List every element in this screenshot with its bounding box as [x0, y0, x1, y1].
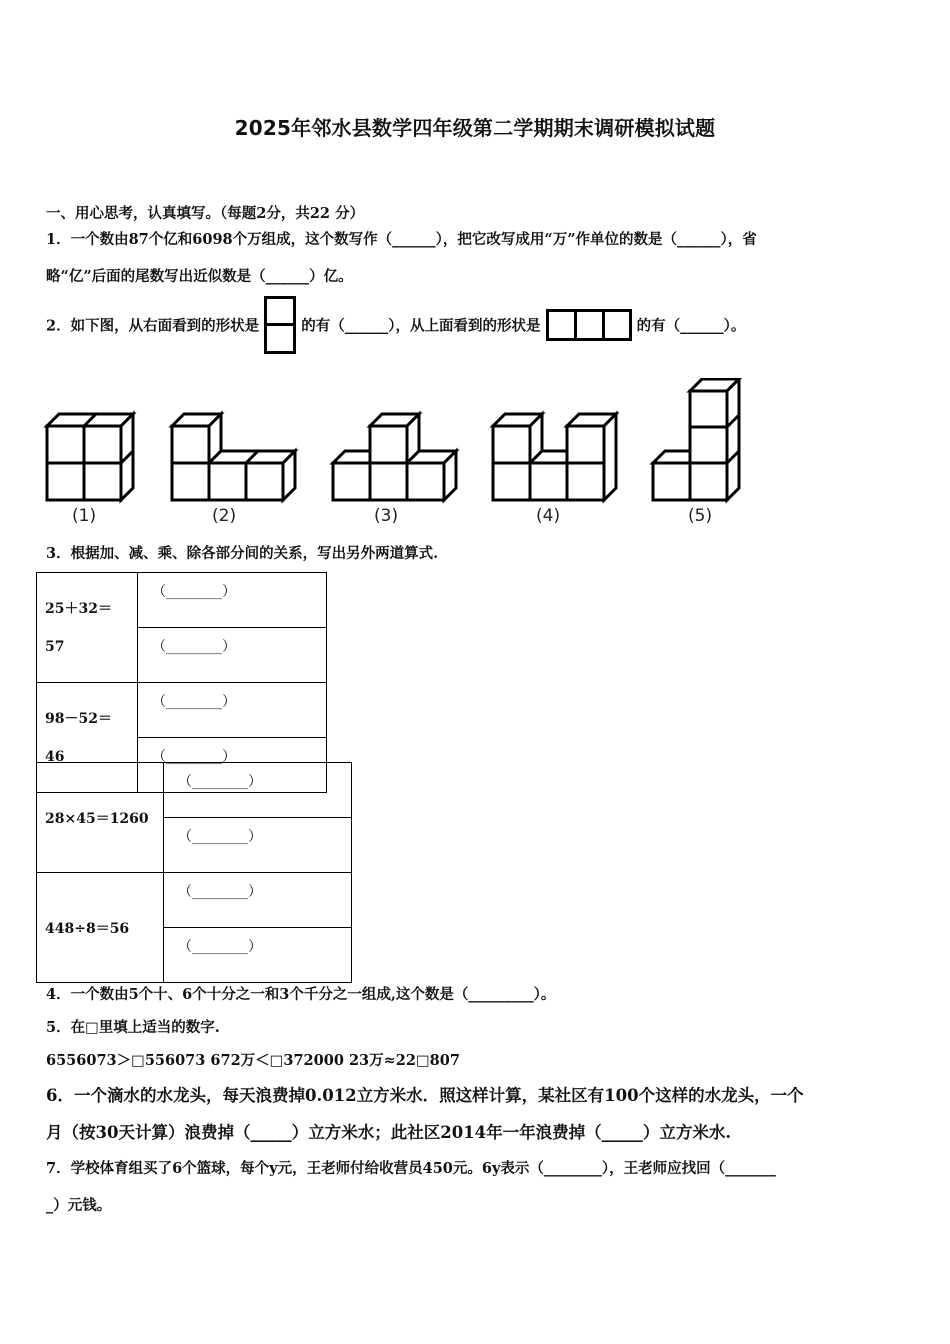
cube-figures [42, 378, 752, 528]
question-3: 3．根据加、减、乘、除各部分间的关系，写出另外两道算式. [46, 545, 439, 562]
question-5: 5．在□里填上适当的数字. [46, 1019, 220, 1036]
cube-figure-2 [167, 378, 299, 504]
answer-blank[interactable]: （________） [138, 573, 327, 628]
question-6-line-1: 6．一个滴水的水龙头，每天浪费掉0.012立方米水．照这样计算，某社区有100个这样的水龙头，一个 [46, 1086, 804, 1105]
cube-figure-5 [648, 378, 744, 504]
cube-figure-3 [328, 378, 460, 504]
equation-cell: 28×45＝1260 [37, 763, 164, 873]
question-5-items: 6556073＞□556073 672万＜□372000 23万≈22□807 [46, 1052, 460, 1069]
answer-blank[interactable]: （________） [164, 873, 352, 928]
figure-label-5: (5) [688, 506, 713, 526]
question-7-line-2: _）元钱。 [46, 1197, 112, 1214]
equation-cell: 98－52＝ 46 [37, 683, 138, 793]
answer-blank[interactable]: （________） [138, 628, 327, 683]
right-view-shape [264, 296, 296, 354]
page-title: 2025年邻水县数学四年级第二学期期末调研模拟试题 [234, 116, 716, 140]
figure-label-4: (4) [536, 506, 561, 526]
equation-cell: 25＋32＝ 57 [37, 573, 138, 683]
cube-figure-1 [42, 378, 138, 504]
question-7-line-1: 7．学校体育组买了6个篮球，每个y元，王老师付给收营员450元。6y表示（________），王老师应找回（_______ [46, 1160, 776, 1177]
question-2-part-3: 的有（______）。 [636, 317, 746, 335]
figure-label-2: (2) [212, 506, 237, 526]
answer-blank[interactable]: （________） [164, 818, 352, 873]
cube-figure-4 [488, 378, 620, 504]
question-1-line-1: 1．一个数由87个亿和6098个万组成，这个数写作（______），把它改写成用“万”作单位的数是（______），省 [46, 231, 757, 248]
question-2-part-2: 的有（______），从上面看到的形状是 [301, 317, 541, 335]
question-2-part-1: 2．如下图，从右面看到的形状是 [46, 317, 260, 335]
question-1-line-2: 略“亿”后面的尾数写出近似数是（______）亿。 [46, 268, 353, 285]
answer-blank[interactable]: （________） [138, 738, 327, 793]
operations-table-1 [36, 572, 327, 793]
question-2 [46, 296, 745, 354]
figure-label-1: (1) [72, 506, 97, 526]
equation-cell: 448÷8＝56 [37, 873, 164, 983]
question-4: 4．一个数由5个十、6个十分之一和3个千分之一组成,这个数是（_________）。 [46, 986, 556, 1003]
answer-blank[interactable]: （________） [164, 763, 352, 818]
answer-blank[interactable]: （________） [138, 683, 327, 738]
operations-table-2 [36, 762, 352, 983]
answer-blank[interactable]: （________） [164, 928, 352, 983]
figure-label-3: (3) [374, 506, 399, 526]
top-view-shape [546, 309, 632, 341]
question-6-line-2: 月（按30天计算）浪费掉（_____）立方米水；此社区2014年一年浪费掉（_____）立方米水. [46, 1123, 732, 1142]
section-heading: 一、用心思考，认真填写。（每题2分，共22 分） [46, 205, 365, 222]
